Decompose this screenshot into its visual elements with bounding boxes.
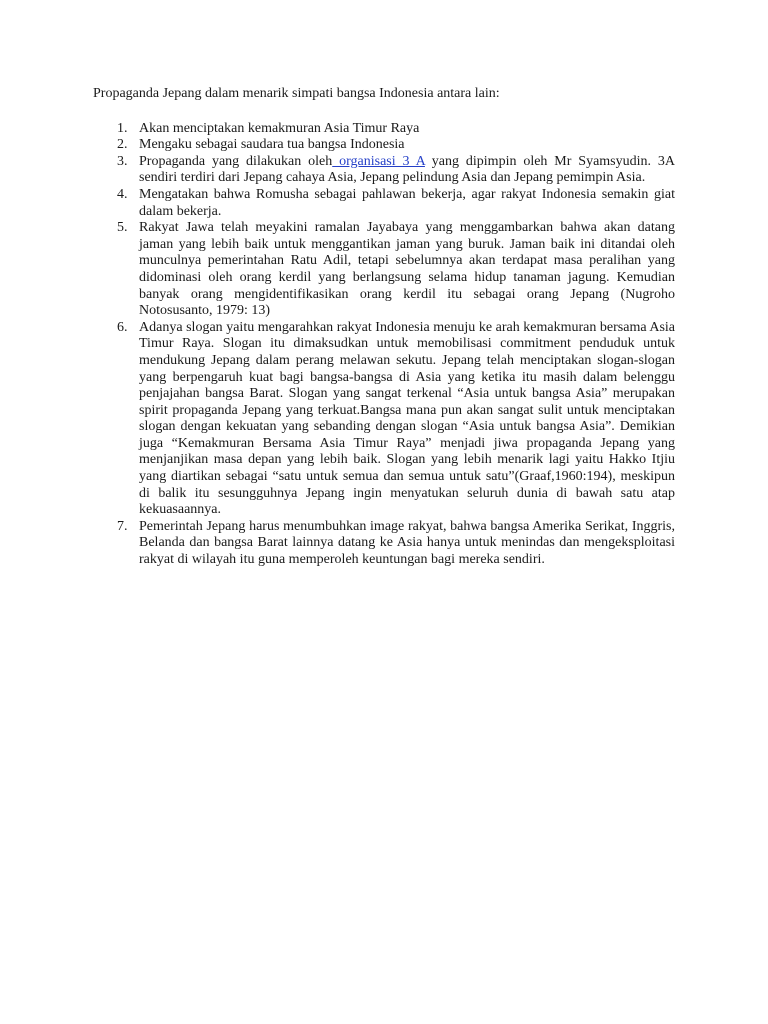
list-item-number: 6. [117,319,128,335]
list-item [93,519,675,569]
list-item-text: Pemerintah Jepang harus menumbuhkan image rakyat, bahwa bangsa Amerika Serikat, Inggris, Belanda dan bangsa Barat lainnya datang ke Asia hanya untuk menindas dan mengeksploitasi rakyat di wilayah itu guna memperoleh keuntungan bagi mereka sendiri. [139,518,675,568]
list-item-number: 2. [117,137,128,153]
list-item [93,220,675,320]
list-item [93,137,675,154]
list-item-number: 3. [117,153,128,169]
list-item [93,187,675,220]
list-item-number: 4. [117,186,128,202]
list-item-text: Akan menciptakan kemakmuran Asia Timur Raya [139,120,420,136]
list-item-number: 7. [117,518,128,534]
list-item [93,154,675,187]
list-item-text: Rakyat Jawa telah meyakini ramalan Jayabaya yang menggambarkan bahwa akan datang jaman yang lebih baik untuk menggantikan jaman yang buruk. Jaman baik ini ditandai oleh munculnya pemerintahan Ratu Adil, tetapi sebelumnya akan terdapat masa peralihan yang didominasi oleh orang kerdil yang berlangsung selama hidup tanaman jagung. Kemudian banyak orang mengidentifikasikan orang kerdil itu sebagai orang Jepang (Nugroho Notosusanto, 1979: 13) [139,220,675,319]
document-body [93,86,675,569]
intro-paragraph: Propaganda Jepang dalam menarik simpati bangsa Indonesia antara lain: [93,86,500,101]
list-item-text: Mengaku sebagai saudara tua bangsa Indonesia [139,137,405,153]
list-item-text-after-link: yang dipimpin oleh Mr Syamsyudin. 3A sendiri terdiri dari Jepang cahaya Asia, Jepang pelindung Asia dan Jepang pemimpin Asia. [139,153,675,186]
list-item-text: Mengatakan bahwa Romusha sebagai pahlawan bekerja, agar rakyat Indonesia semakin giat dalam bekerja. [139,186,675,219]
list-item [93,320,675,519]
list-item-number: 1. [117,120,128,136]
list-item-number: 5. [117,220,128,236]
list-item [93,121,675,138]
list-item-text: Adanya slogan yaitu mengarahkan rakyat Indonesia menuju ke arah kemakmuran bersama Asia Timur Raya. Slogan itu dimaksudkan untuk memobilisasi commitment penduduk untuk mendukung Jepang dalam perang melawan sekutu. Jepang telah menciptakan slogan-slogan yang berpengaruh kuat bagi bangsa-bangsa di Asia yang ketika itu masih dalam belenggu penjajahan bangsa Barat. Slogan yang sangat terkenal “Asia untuk bangsa Asia” merupakan spirit propaganda Jepang yang terkuat.Bangsa mana pun akan sangat sulit untuk menciptakan slogan dengan kekuatan yang sebanding dengan slogan “Asia untuk bangsa Asia”. Demikian juga “Kemakmuran Bersama Asia Timur Raya” menjadi jiwa propaganda Jepang yang menjanjikan masa depan yang lebih baik. Slogan yang lebih menarik lagi yaitu Hakko Itjiu yang diartikan sebagai “satu untuk semua dan semua untuk satu”(Graaf,1960:194), meskipun di balik itu sesungguhnya Jepang ingin menyatukan seluruh dunia di bawah satu atap kekuasaannya. [139,319,675,518]
propaganda-list [93,121,675,569]
organisasi-3a-link[interactable]: organisasi 3 A [332,153,425,169]
list-item-text-before-link: Propaganda yang dilakukan oleh [139,153,333,169]
